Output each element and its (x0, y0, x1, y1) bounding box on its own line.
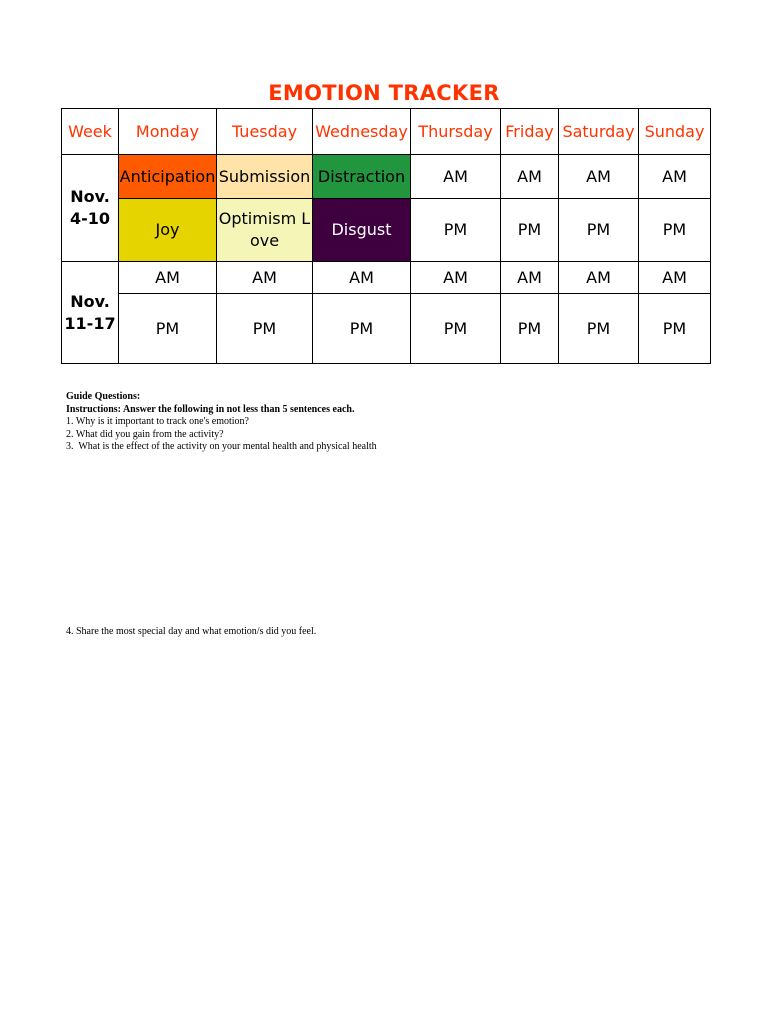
table-cell: PM (119, 294, 217, 364)
table-cell: AM (639, 155, 711, 199)
table-cell: PM (639, 294, 711, 364)
emotion-cell: Anticipation (119, 155, 217, 199)
emotion-cell: Joy (119, 199, 217, 262)
table-cell: PM (639, 199, 711, 262)
table-cell: PM (559, 199, 639, 262)
header-row (62, 109, 711, 155)
question-3: 3. What is the effect of the activity on your mental health and physical health (66, 441, 377, 452)
week-label: Nov. 11-17 (62, 262, 119, 364)
table-cell: PM (217, 294, 313, 364)
header-tuesday: Tuesday (217, 109, 313, 155)
table-row (62, 262, 711, 294)
emotion-cell: Submission (217, 155, 313, 199)
table-cell: AM (411, 155, 501, 199)
emotion-cell: Disgust (313, 199, 411, 262)
table-row (62, 294, 711, 364)
table-cell: PM (559, 294, 639, 364)
emotion-cell: Optimism Love (217, 199, 313, 262)
guide-heading: Guide Questions: (66, 391, 141, 402)
table-cell: AM (501, 262, 559, 294)
header-wednesday: Wednesday (313, 109, 411, 155)
table-cell: AM (411, 262, 501, 294)
table-row (62, 199, 711, 262)
table-cell: AM (639, 262, 711, 294)
table-cell: PM (411, 199, 501, 262)
header-saturday: Saturday (559, 109, 639, 155)
question-4: 4. Share the most special day and what emotion/s did you feel. (66, 626, 317, 637)
header-thursday: Thursday (411, 109, 501, 155)
table-cell: AM (559, 262, 639, 294)
table-row (62, 155, 711, 199)
week-label: Nov. 4-10 (62, 155, 119, 262)
guide-questions (66, 391, 377, 454)
header-friday: Friday (501, 109, 559, 155)
header-sunday: Sunday (639, 109, 711, 155)
table-cell: AM (119, 262, 217, 294)
page-title: EMOTION TRACKER (268, 81, 500, 105)
table-cell: PM (313, 294, 411, 364)
header-week: Week (62, 109, 119, 155)
table-cell: AM (559, 155, 639, 199)
table-cell: AM (217, 262, 313, 294)
question-1: 1. Why is it important to track one's emotion? (66, 416, 249, 427)
question-2: 2. What did you gain from the activity? (66, 428, 224, 440)
table-cell: PM (501, 199, 559, 262)
table-cell: PM (501, 294, 559, 364)
table-cell: AM (501, 155, 559, 199)
table-cell: PM (411, 294, 501, 364)
guide-instructions: Instructions: Answer the following in not less than 5 sentences each. (66, 403, 355, 415)
emotion-cell: Distraction (313, 155, 411, 199)
table-cell: AM (313, 262, 411, 294)
header-monday: Monday (119, 109, 217, 155)
emotion-tracker-table (61, 108, 711, 364)
